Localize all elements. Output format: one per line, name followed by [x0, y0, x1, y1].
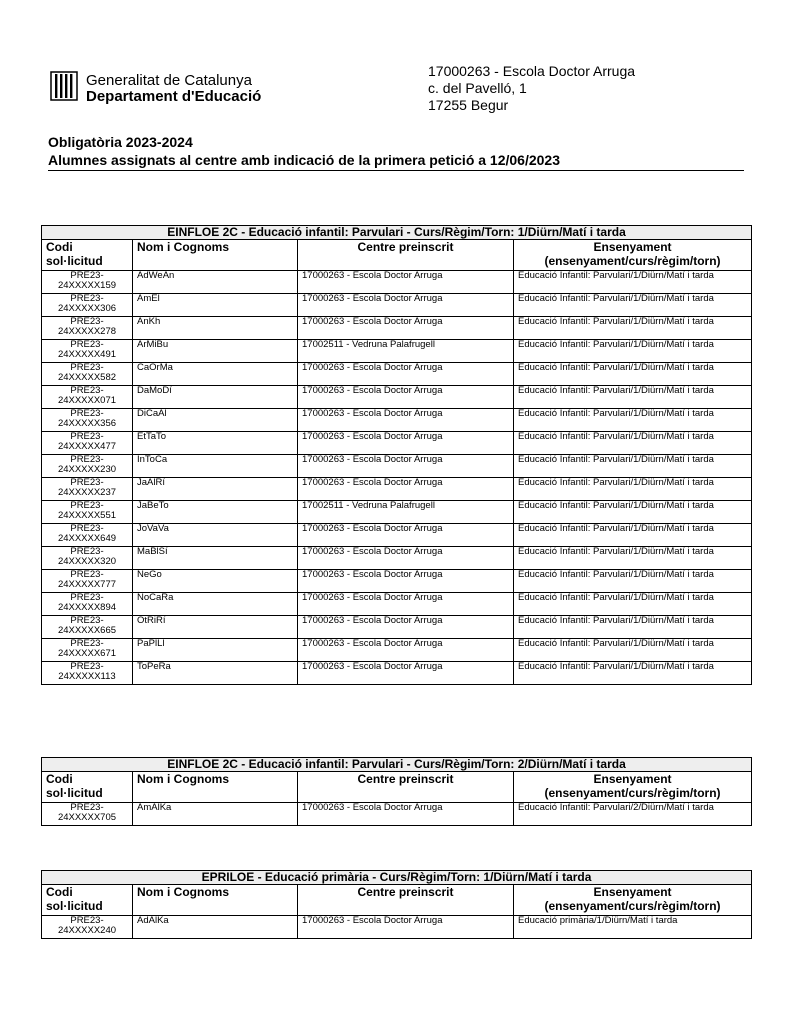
ensenyament-cell: Educació Infantil: Parvulari/1/Diürn/Matí i tarda	[514, 524, 752, 547]
school-city: 17255 Begur	[428, 97, 509, 113]
table-row	[42, 271, 752, 294]
codi-prefix: PRE23-	[70, 915, 104, 926]
codi-cell	[42, 386, 133, 409]
codi-number: 24XXXXX237	[57, 487, 117, 498]
centre-cell: 17000263 - Escola Doctor Arruga	[298, 593, 514, 616]
codi-number: 24XXXXX306	[57, 303, 117, 314]
column-header-codi-line2: sol·licitud	[46, 899, 103, 913]
codi-cell	[42, 271, 133, 294]
column-header-ens-line1: Ensenyament	[593, 240, 672, 254]
table-row	[42, 570, 752, 593]
centre-cell: 17000263 - Escola Doctor Arruga	[298, 386, 514, 409]
codi-prefix: PRE23-	[70, 408, 104, 419]
centre-cell: 17000263 - Escola Doctor Arruga	[298, 271, 514, 294]
codi-prefix: PRE23-	[70, 339, 104, 350]
column-header-codi-line2: sol·licitud	[46, 786, 103, 800]
nom-cell: DaMoDí	[133, 386, 298, 409]
codi-prefix: PRE23-	[70, 293, 104, 304]
codi-number: 24XXXXX671	[57, 648, 117, 659]
codi-cell	[42, 662, 133, 685]
codi-number: 24XXXXX320	[57, 556, 117, 567]
codi-number: 24XXXXX649	[57, 533, 117, 544]
generalitat-logo	[50, 70, 330, 104]
codi-cell	[42, 803, 133, 826]
centre-cell: 17000263 - Escola Doctor Arruga	[298, 524, 514, 547]
ensenyament-cell: Educació Infantil: Parvulari/1/Diürn/Matí i tarda	[514, 363, 752, 386]
school-street: c. del Pavelló, 1	[428, 80, 527, 96]
column-header-ens-line1: Ensenyament	[593, 772, 672, 786]
column-header-centre: Centre preinscrit	[298, 885, 514, 916]
codi-number: 24XXXXX230	[57, 464, 117, 475]
column-header-codi-line1: Codi	[46, 885, 73, 899]
nom-cell: PaPlLl	[133, 639, 298, 662]
column-header-ens-line2: (ensenyament/curs/règim/torn)	[544, 786, 721, 800]
nom-cell: NeGo	[133, 570, 298, 593]
table-row	[42, 432, 752, 455]
centre-cell: 17000263 - Escola Doctor Arruga	[298, 616, 514, 639]
codi-cell	[42, 363, 133, 386]
ensenyament-cell: Educació Infantil: Parvulari/1/Diürn/Matí i tarda	[514, 409, 752, 432]
table-row	[42, 478, 752, 501]
codi-number: 24XXXXX894	[57, 602, 117, 613]
table-row	[42, 294, 752, 317]
codi-number: 24XXXXX777	[57, 579, 117, 590]
codi-number: 24XXXXX159	[57, 280, 117, 291]
logo-line-generalitat: Generalitat de Catalunya	[86, 72, 252, 89]
school-address	[428, 63, 635, 114]
ensenyament-cell: Educació Infantil: Parvulari/1/Diürn/Matí i tarda	[514, 593, 752, 616]
table-row	[42, 524, 752, 547]
centre-cell: 17000263 - Escola Doctor Arruga	[298, 317, 514, 340]
codi-prefix: PRE23-	[70, 477, 104, 488]
column-header-codi-line2: sol·licitud	[46, 254, 103, 268]
ensenyament-cell: Educació Infantil: Parvulari/1/Diürn/Matí i tarda	[514, 455, 752, 478]
codi-cell	[42, 432, 133, 455]
ensenyament-cell: Educació Infantil: Parvulari/1/Diürn/Matí i tarda	[514, 662, 752, 685]
nom-cell: AnKh	[133, 317, 298, 340]
table-row	[42, 803, 752, 826]
section-table	[41, 225, 752, 685]
codi-prefix: PRE23-	[70, 431, 104, 442]
nom-cell: AdWeAn	[133, 271, 298, 294]
centre-cell: 17000263 - Escola Doctor Arruga	[298, 547, 514, 570]
ensenyament-cell: Educació Infantil: Parvulari/1/Diürn/Matí i tarda	[514, 478, 752, 501]
column-header-centre: Centre preinscrit	[298, 240, 514, 271]
column-header-ens-line2: (ensenyament/curs/règim/torn)	[544, 899, 721, 913]
codi-number: 24XXXXX665	[57, 625, 117, 636]
ensenyament-cell: Educació Infantil: Parvulari/1/Diürn/Matí i tarda	[514, 340, 752, 363]
centre-cell: 17000263 - Escola Doctor Arruga	[298, 478, 514, 501]
column-header-nom: Nom i Cognoms	[133, 772, 298, 803]
codi-cell	[42, 547, 133, 570]
column-header-codi	[42, 885, 133, 916]
nom-cell: EtTaTo	[133, 432, 298, 455]
codi-cell	[42, 570, 133, 593]
table-row	[42, 639, 752, 662]
table-row	[42, 662, 752, 685]
codi-number: 24XXXXX278	[57, 326, 117, 337]
centre-cell: 17000263 - Escola Doctor Arruga	[298, 639, 514, 662]
ensenyament-cell: Educació Infantil: Parvulari/1/Diürn/Matí i tarda	[514, 547, 752, 570]
column-header-codi-line1: Codi	[46, 772, 73, 786]
section-caption: EINFLOE 2C - Educació infantil: Parvulari - Curs/Règim/Torn: 1/Diürn/Matí i tarda	[42, 226, 752, 240]
centre-cell: 17000263 - Escola Doctor Arruga	[298, 803, 514, 826]
column-header-codi	[42, 240, 133, 271]
column-header-centre: Centre preinscrit	[298, 772, 514, 803]
centre-cell: 17000263 - Escola Doctor Arruga	[298, 662, 514, 685]
column-header-ensenyament	[514, 240, 752, 271]
ensenyament-cell: Educació Infantil: Parvulari/1/Diürn/Matí i tarda	[514, 386, 752, 409]
centre-cell: 17000263 - Escola Doctor Arruga	[298, 363, 514, 386]
column-header-ens-line1: Ensenyament	[593, 885, 672, 899]
column-header-ensenyament	[514, 772, 752, 803]
section-caption: EINFLOE 2C - Educació infantil: Parvulari - Curs/Règim/Torn: 2/Diürn/Matí i tarda	[42, 758, 752, 772]
codi-prefix: PRE23-	[70, 385, 104, 396]
nom-cell: CaOrMa	[133, 363, 298, 386]
nom-cell: DiCaAl	[133, 409, 298, 432]
nom-cell: AmEl	[133, 294, 298, 317]
nom-cell: MaBlSí	[133, 547, 298, 570]
senyera-emblem-icon	[50, 70, 78, 102]
centre-cell: 17000263 - Escola Doctor Arruga	[298, 916, 514, 939]
centre-cell: 17000263 - Escola Doctor Arruga	[298, 432, 514, 455]
nom-cell: AmAlKa	[133, 803, 298, 826]
centre-cell: 17000263 - Escola Doctor Arruga	[298, 294, 514, 317]
codi-number: 24XXXXX491	[57, 349, 117, 360]
codi-cell	[42, 455, 133, 478]
nom-cell: OtRiRí	[133, 616, 298, 639]
nom-cell: NoCaRa	[133, 593, 298, 616]
nom-cell: ToPeRa	[133, 662, 298, 685]
ensenyament-cell: Educació Infantil: Parvulari/2/Diürn/Matí i tarda	[514, 803, 752, 826]
column-header-nom: Nom i Cognoms	[133, 240, 298, 271]
ensenyament-cell: Educació Infantil: Parvulari/1/Diürn/Matí i tarda	[514, 639, 752, 662]
column-header-ensenyament	[514, 885, 752, 916]
ensenyament-cell: Educació Infantil: Parvulari/1/Diürn/Matí i tarda	[514, 271, 752, 294]
nom-cell: JaAlRí	[133, 478, 298, 501]
codi-prefix: PRE23-	[70, 500, 104, 511]
codi-cell	[42, 916, 133, 939]
document-title-line2: Alumnes assignats al centre amb indicació de la primera petició a 12/06/2023	[48, 152, 561, 168]
ensenyament-cell: Educació Infantil: Parvulari/1/Diürn/Matí i tarda	[514, 570, 752, 593]
column-header-codi	[42, 772, 133, 803]
codi-number: 24XXXXX477	[57, 441, 117, 452]
table-row	[42, 363, 752, 386]
codi-prefix: PRE23-	[70, 316, 104, 327]
codi-cell	[42, 616, 133, 639]
codi-prefix: PRE23-	[70, 362, 104, 373]
table-row	[42, 916, 752, 939]
codi-number: 24XXXXX582	[57, 372, 117, 383]
codi-number: 24XXXXX551	[57, 510, 117, 521]
table-row	[42, 593, 752, 616]
section-table	[41, 757, 752, 826]
codi-number: 24XXXXX071	[57, 395, 117, 406]
table-row	[42, 317, 752, 340]
codi-cell	[42, 593, 133, 616]
centre-cell: 17000263 - Escola Doctor Arruga	[298, 570, 514, 593]
codi-number: 24XXXXX240	[57, 925, 117, 936]
ensenyament-cell: Educació Infantil: Parvulari/1/Diürn/Matí i tarda	[514, 616, 752, 639]
column-header-ens-line2: (ensenyament/curs/règim/torn)	[544, 254, 721, 268]
ensenyament-cell: Educació Infantil: Parvulari/1/Diürn/Matí i tarda	[514, 432, 752, 455]
codi-cell	[42, 317, 133, 340]
centre-cell: 17002511 - Vedruna Palafrugell	[298, 501, 514, 524]
column-header-nom: Nom i Cognoms	[133, 885, 298, 916]
section-caption: EPRILOE - Educació primària - Curs/Règim/Torn: 1/Diürn/Matí i tarda	[42, 871, 752, 885]
document-title-line1: Obligatòria 2023-2024	[48, 134, 193, 150]
codi-prefix: PRE23-	[70, 615, 104, 626]
table-row	[42, 386, 752, 409]
codi-cell	[42, 501, 133, 524]
document-title	[48, 133, 744, 171]
table-row	[42, 616, 752, 639]
table-row	[42, 501, 752, 524]
logo-line-departament: Departament d'Educació	[86, 88, 262, 105]
ensenyament-cell: Educació primària/1/Diürn/Matí i tarda	[514, 916, 752, 939]
codi-prefix: PRE23-	[70, 270, 104, 281]
codi-prefix: PRE23-	[70, 661, 104, 672]
nom-cell: AdAlKa	[133, 916, 298, 939]
codi-cell	[42, 639, 133, 662]
centre-cell: 17000263 - Escola Doctor Arruga	[298, 409, 514, 432]
codi-prefix: PRE23-	[70, 546, 104, 557]
codi-prefix: PRE23-	[70, 569, 104, 580]
codi-prefix: PRE23-	[70, 802, 104, 813]
ensenyament-cell: Educació Infantil: Parvulari/1/Diürn/Matí i tarda	[514, 501, 752, 524]
school-name: 17000263 - Escola Doctor Arruga	[428, 63, 636, 79]
codi-number: 24XXXXX356	[57, 418, 117, 429]
column-header-codi-line1: Codi	[46, 240, 73, 254]
nom-cell: InToCa	[133, 455, 298, 478]
codi-cell	[42, 340, 133, 363]
nom-cell: ArMiBu	[133, 340, 298, 363]
codi-prefix: PRE23-	[70, 592, 104, 603]
section-table	[41, 870, 752, 939]
codi-prefix: PRE23-	[70, 523, 104, 534]
table-row	[42, 409, 752, 432]
table-row	[42, 547, 752, 570]
codi-cell	[42, 294, 133, 317]
nom-cell: JoVaVa	[133, 524, 298, 547]
codi-prefix: PRE23-	[70, 454, 104, 465]
codi-cell	[42, 409, 133, 432]
table-row	[42, 455, 752, 478]
codi-cell	[42, 524, 133, 547]
centre-cell: 17000263 - Escola Doctor Arruga	[298, 455, 514, 478]
codi-prefix: PRE23-	[70, 638, 104, 649]
codi-cell	[42, 478, 133, 501]
nom-cell: JaBeTo	[133, 501, 298, 524]
ensenyament-cell: Educació Infantil: Parvulari/1/Diürn/Matí i tarda	[514, 317, 752, 340]
table-row	[42, 340, 752, 363]
centre-cell: 17002511 - Vedruna Palafrugell	[298, 340, 514, 363]
codi-number: 24XXXXX705	[57, 812, 117, 823]
ensenyament-cell: Educació Infantil: Parvulari/1/Diürn/Matí i tarda	[514, 294, 752, 317]
codi-number: 24XXXXX113	[58, 671, 116, 682]
